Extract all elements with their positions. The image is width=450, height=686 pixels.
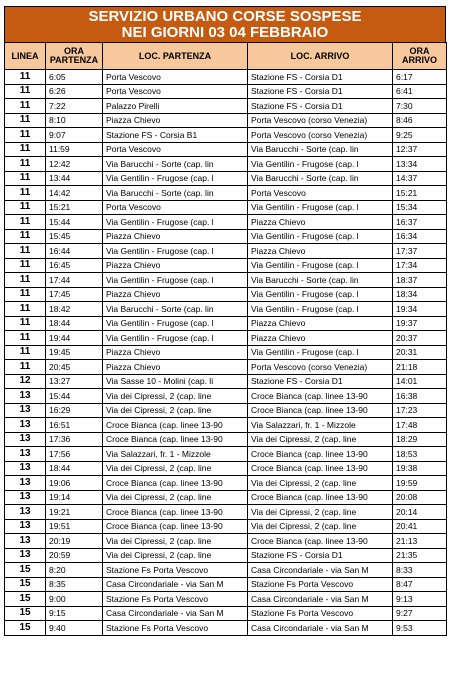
- cell-linea: 13: [5, 447, 46, 462]
- cell-loc-arrivo: Porta Vescovo (corso Venezia): [248, 128, 393, 143]
- cell-loc-partenza: Croce Bianca (cap. linee 13-90: [103, 505, 248, 520]
- cell-loc-partenza: Porta Vescovo: [103, 142, 248, 157]
- cell-loc-arrivo: Croce Bianca (cap. linee 13-90: [248, 461, 393, 476]
- cell-loc-arrivo: Casa Circondariale - via San M: [248, 592, 393, 607]
- cell-linea: 11: [5, 186, 46, 201]
- cell-loc-arrivo: Piazza Chievo: [248, 331, 393, 346]
- cell-ora-partenza: 16:45: [46, 258, 103, 273]
- cell-loc-arrivo: Croce Bianca (cap. linee 13-90: [248, 389, 393, 404]
- cell-loc-partenza: Porta Vescovo: [103, 200, 248, 215]
- table-row: [5, 577, 447, 592]
- table-row: [5, 476, 447, 491]
- cell-linea: 11: [5, 331, 46, 346]
- cell-loc-partenza: Piazza Chievo: [103, 360, 248, 375]
- cell-ora-arrivo: 14:01: [393, 374, 447, 389]
- cell-loc-partenza: Croce Bianca (cap. linee 13-90: [103, 476, 248, 491]
- cell-ora-arrivo: 19:59: [393, 476, 447, 491]
- cell-loc-partenza: Piazza Chievo: [103, 113, 248, 128]
- cell-ora-partenza: 19:06: [46, 476, 103, 491]
- cell-ora-arrivo: 19:34: [393, 302, 447, 317]
- cell-loc-partenza: Porta Vescovo: [103, 84, 248, 99]
- cell-ora-partenza: 17:36: [46, 432, 103, 447]
- header-ora-partenza: [46, 43, 103, 70]
- header-loc-partenza: LOC. PARTENZA: [103, 43, 248, 70]
- cell-ora-partenza: 18:44: [46, 461, 103, 476]
- table-row: [5, 534, 447, 549]
- cell-linea: 11: [5, 287, 46, 302]
- cell-linea: 11: [5, 302, 46, 317]
- cell-linea: 11: [5, 99, 46, 114]
- table-row: [5, 258, 447, 273]
- cell-ora-partenza: 8:20: [46, 563, 103, 578]
- cell-linea: 11: [5, 70, 46, 85]
- cell-ora-partenza: 17:45: [46, 287, 103, 302]
- cell-ora-arrivo: 15:34: [393, 200, 447, 215]
- cell-ora-partenza: 18:44: [46, 316, 103, 331]
- cell-loc-arrivo: Stazione FS - Corsia D1: [248, 99, 393, 114]
- cell-ora-arrivo: 9:53: [393, 621, 447, 636]
- cell-loc-partenza: Stazione Fs Porta Vescovo: [103, 563, 248, 578]
- table-row: [5, 548, 447, 563]
- cell-loc-arrivo: Via Barucchi - Sorte (cap. lin: [248, 171, 393, 186]
- cell-loc-arrivo: Stazione FS - Corsia D1: [248, 70, 393, 85]
- table-row: [5, 563, 447, 578]
- cell-linea: 11: [5, 84, 46, 99]
- cell-ora-partenza: 19:21: [46, 505, 103, 520]
- table-row: [5, 244, 447, 259]
- cell-loc-partenza: Via Salazzari, fr. 1 - Mizzole: [103, 447, 248, 462]
- cell-loc-arrivo: Croce Bianca (cap. linee 13-90: [248, 490, 393, 505]
- cell-ora-partenza: 14:42: [46, 186, 103, 201]
- cell-loc-partenza: Via dei Cipressi, 2 (cap. line: [103, 490, 248, 505]
- cell-ora-partenza: 16:29: [46, 403, 103, 418]
- table-row: [5, 592, 447, 607]
- cell-loc-arrivo: Croce Bianca (cap. linee 13-90: [248, 534, 393, 549]
- cell-ora-arrivo: 18:29: [393, 432, 447, 447]
- table-row: [5, 316, 447, 331]
- cell-ora-arrivo: 18:53: [393, 447, 447, 462]
- table-row: [5, 171, 447, 186]
- cell-ora-arrivo: 20:31: [393, 345, 447, 360]
- table-row: [5, 128, 447, 143]
- cell-loc-arrivo: Porta Vescovo (corso Venezia): [248, 113, 393, 128]
- cell-loc-arrivo: Via Gentilin - Frugose (cap. l: [248, 287, 393, 302]
- cell-ora-partenza: 6:26: [46, 84, 103, 99]
- cell-ora-arrivo: 15:21: [393, 186, 447, 201]
- cell-loc-partenza: Via Gentilin - Frugose (cap. l: [103, 215, 248, 230]
- cell-ora-arrivo: 6:41: [393, 84, 447, 99]
- cell-ora-arrivo: 8:47: [393, 577, 447, 592]
- cell-linea: 12: [5, 374, 46, 389]
- table-row: [5, 519, 447, 534]
- cell-ora-arrivo: 17:23: [393, 403, 447, 418]
- cell-linea: 15: [5, 577, 46, 592]
- table-row: [5, 70, 447, 85]
- cell-loc-partenza: Croce Bianca (cap. linee 13-90: [103, 418, 248, 433]
- cell-ora-partenza: 17:44: [46, 273, 103, 288]
- header-ora-arrivo: [393, 43, 447, 70]
- cell-ora-partenza: 18:42: [46, 302, 103, 317]
- cell-loc-partenza: Porta Vescovo: [103, 70, 248, 85]
- table-row: [5, 113, 447, 128]
- cell-loc-arrivo: Via dei Cipressi, 2 (cap. line: [248, 519, 393, 534]
- cell-linea: 13: [5, 461, 46, 476]
- cell-linea: 11: [5, 113, 46, 128]
- cell-ora-partenza: 16:51: [46, 418, 103, 433]
- cell-ora-arrivo: 13:34: [393, 157, 447, 172]
- cell-loc-arrivo: Porta Vescovo (corso Venezia): [248, 360, 393, 375]
- table-row: [5, 432, 447, 447]
- cell-ora-partenza: 20:19: [46, 534, 103, 549]
- cell-ora-partenza: 12:42: [46, 157, 103, 172]
- cell-ora-partenza: 7:22: [46, 99, 103, 114]
- cell-linea: 11: [5, 360, 46, 375]
- cell-linea: 13: [5, 418, 46, 433]
- cell-loc-partenza: Via dei Cipressi, 2 (cap. line: [103, 403, 248, 418]
- table-body: [5, 70, 447, 636]
- cell-ora-arrivo: 6:17: [393, 70, 447, 85]
- header-ora-arrivo-line2: ARRIVO: [401, 55, 437, 65]
- cell-linea: 13: [5, 519, 46, 534]
- cell-loc-arrivo: Stazione Fs Porta Vescovo: [248, 577, 393, 592]
- cell-ora-arrivo: 20:08: [393, 490, 447, 505]
- cell-linea: 13: [5, 548, 46, 563]
- cell-linea: 13: [5, 389, 46, 404]
- cell-ora-partenza: 9:40: [46, 621, 103, 636]
- cell-ora-arrivo: 20:37: [393, 331, 447, 346]
- cell-loc-arrivo: Via dei Cipressi, 2 (cap. line: [248, 476, 393, 491]
- cell-ora-partenza: 11:59: [46, 142, 103, 157]
- table-row: [5, 403, 447, 418]
- cell-linea: 15: [5, 592, 46, 607]
- cell-loc-arrivo: Via Barucchi - Sorte (cap. lin: [248, 273, 393, 288]
- cell-loc-arrivo: Stazione Fs Porta Vescovo: [248, 606, 393, 621]
- cell-ora-partenza: 15:44: [46, 215, 103, 230]
- cell-loc-arrivo: Piazza Chievo: [248, 215, 393, 230]
- cell-linea: 11: [5, 229, 46, 244]
- header-loc-arrivo: LOC. ARRIVO: [248, 43, 393, 70]
- header-ora-arrivo-line1: ORA: [409, 46, 430, 56]
- cell-ora-arrivo: 8:33: [393, 563, 447, 578]
- cell-loc-partenza: Casa Circondariale - via San M: [103, 606, 248, 621]
- header-ora-partenza-line2: PARTENZA: [49, 55, 99, 65]
- cell-loc-arrivo: Stazione FS - Corsia D1: [248, 548, 393, 563]
- cell-linea: 13: [5, 432, 46, 447]
- cell-ora-arrivo: 17:37: [393, 244, 447, 259]
- cell-ora-arrivo: 9:25: [393, 128, 447, 143]
- cell-loc-arrivo: Via dei Cipressi, 2 (cap. line: [248, 505, 393, 520]
- header-linea: LINEA: [5, 43, 46, 70]
- cell-ora-partenza: 19:14: [46, 490, 103, 505]
- cell-ora-arrivo: 18:37: [393, 273, 447, 288]
- cell-ora-arrivo: 21:35: [393, 548, 447, 563]
- cell-linea: 11: [5, 244, 46, 259]
- cell-linea: 15: [5, 621, 46, 636]
- title-line-2: NEI GIORNI 03 04 FEBBRAIO: [121, 24, 329, 41]
- header-ora-partenza-line1: ORA: [64, 46, 84, 56]
- cell-loc-arrivo: Via Gentilin - Frugose (cap. l: [248, 302, 393, 317]
- table-row: [5, 345, 447, 360]
- cell-loc-partenza: Via Gentilin - Frugose (cap. l: [103, 273, 248, 288]
- cell-loc-arrivo: Via Gentilin - Frugose (cap. l: [248, 229, 393, 244]
- cell-loc-partenza: Palazzo Pirelli: [103, 99, 248, 114]
- cell-ora-partenza: 8:35: [46, 577, 103, 592]
- cell-ora-arrivo: 21:13: [393, 534, 447, 549]
- table-row: [5, 360, 447, 375]
- cell-linea: 15: [5, 563, 46, 578]
- cell-loc-arrivo: Via Salazzari, fr. 1 - Mizzole: [248, 418, 393, 433]
- cell-loc-arrivo: Porta Vescovo: [248, 186, 393, 201]
- cell-ora-arrivo: 19:37: [393, 316, 447, 331]
- cell-loc-arrivo: Piazza Chievo: [248, 316, 393, 331]
- cell-loc-partenza: Via Gentilin - Frugose (cap. l: [103, 244, 248, 259]
- cell-linea: 15: [5, 606, 46, 621]
- title-line-1: SERVIZIO URBANO CORSE SOSPESE: [88, 8, 362, 25]
- table-row: [5, 157, 447, 172]
- table-row: [5, 418, 447, 433]
- cell-ora-partenza: 16:44: [46, 244, 103, 259]
- cell-loc-arrivo: Via dei Cipressi, 2 (cap. line: [248, 432, 393, 447]
- cell-loc-arrivo: Croce Bianca (cap. linee 13-90: [248, 403, 393, 418]
- cell-linea: 11: [5, 258, 46, 273]
- table-row: [5, 389, 447, 404]
- cell-ora-partenza: 20:59: [46, 548, 103, 563]
- cell-loc-partenza: Via Gentilin - Frugose (cap. l: [103, 331, 248, 346]
- cell-ora-partenza: 15:45: [46, 229, 103, 244]
- cell-ora-partenza: 9:15: [46, 606, 103, 621]
- cell-loc-partenza: Via dei Cipressi, 2 (cap. line: [103, 461, 248, 476]
- cell-loc-arrivo: Piazza Chievo: [248, 244, 393, 259]
- cell-loc-arrivo: Via Gentilin - Frugose (cap. l: [248, 200, 393, 215]
- cell-ora-arrivo: 17:34: [393, 258, 447, 273]
- cell-loc-partenza: Piazza Chievo: [103, 345, 248, 360]
- cell-ora-partenza: 20:45: [46, 360, 103, 375]
- table-row: [5, 505, 447, 520]
- cell-loc-partenza: Stazione Fs Porta Vescovo: [103, 621, 248, 636]
- cell-loc-partenza: Via Barucchi - Sorte (cap. lin: [103, 157, 248, 172]
- cell-ora-partenza: 6:05: [46, 70, 103, 85]
- table-row: [5, 461, 447, 476]
- cell-loc-arrivo: Stazione FS - Corsia D1: [248, 374, 393, 389]
- cell-linea: 11: [5, 273, 46, 288]
- cell-ora-arrivo: 8:46: [393, 113, 447, 128]
- cell-ora-arrivo: 7:30: [393, 99, 447, 114]
- cell-ora-arrivo: 16:37: [393, 215, 447, 230]
- cell-loc-arrivo: Croce Bianca (cap. linee 13-90: [248, 447, 393, 462]
- cell-ora-partenza: 9:07: [46, 128, 103, 143]
- table-row: [5, 84, 447, 99]
- cell-linea: 13: [5, 490, 46, 505]
- cell-ora-partenza: 13:27: [46, 374, 103, 389]
- cell-loc-partenza: Via Barucchi - Sorte (cap. lin: [103, 302, 248, 317]
- table-row: [5, 200, 447, 215]
- table-row: [5, 374, 447, 389]
- cell-linea: 11: [5, 200, 46, 215]
- cell-ora-arrivo: 17:48: [393, 418, 447, 433]
- cell-loc-partenza: Piazza Chievo: [103, 287, 248, 302]
- cell-linea: 13: [5, 505, 46, 520]
- cell-loc-arrivo: Via Barucchi - Sorte (cap. lin: [248, 142, 393, 157]
- cell-ora-partenza: 19:51: [46, 519, 103, 534]
- cell-linea: 11: [5, 157, 46, 172]
- schedule-sheet: [4, 6, 446, 636]
- cell-ora-arrivo: 9:27: [393, 606, 447, 621]
- cell-linea: 13: [5, 403, 46, 418]
- cell-ora-arrivo: 20:41: [393, 519, 447, 534]
- cell-loc-partenza: Piazza Chievo: [103, 229, 248, 244]
- cell-loc-partenza: Stazione FS - Corsia B1: [103, 128, 248, 143]
- table-row: [5, 490, 447, 505]
- cell-loc-partenza: Piazza Chievo: [103, 258, 248, 273]
- cell-ora-partenza: 17:56: [46, 447, 103, 462]
- table-header: [5, 43, 447, 70]
- cell-ora-arrivo: 9:13: [393, 592, 447, 607]
- cell-ora-arrivo: 20:14: [393, 505, 447, 520]
- cell-loc-partenza: Croce Bianca (cap. linee 13-90: [103, 519, 248, 534]
- table-row: [5, 99, 447, 114]
- cell-linea: 13: [5, 534, 46, 549]
- cell-ora-arrivo: 14:37: [393, 171, 447, 186]
- page-title: [4, 6, 446, 42]
- cell-linea: 11: [5, 171, 46, 186]
- table-row: [5, 331, 447, 346]
- cell-ora-arrivo: 19:38: [393, 461, 447, 476]
- cell-ora-arrivo: 12:37: [393, 142, 447, 157]
- cell-ora-partenza: 15:44: [46, 389, 103, 404]
- cell-loc-arrivo: Casa Circondariale - via San M: [248, 563, 393, 578]
- cell-ora-partenza: 13:44: [46, 171, 103, 186]
- cell-loc-partenza: Via Barucchi - Sorte (cap. lin: [103, 186, 248, 201]
- cell-loc-partenza: Via Gentilin - Frugose (cap. l: [103, 171, 248, 186]
- cell-loc-arrivo: Via Gentilin - Frugose (cap. l: [248, 258, 393, 273]
- table-row: [5, 606, 447, 621]
- cell-linea: 11: [5, 128, 46, 143]
- cell-loc-arrivo: Casa Circondariale - via San M: [248, 621, 393, 636]
- table-row: [5, 302, 447, 317]
- cell-linea: 13: [5, 476, 46, 491]
- cell-ora-arrivo: 18:34: [393, 287, 447, 302]
- table-row: [5, 215, 447, 230]
- cell-loc-partenza: Stazione Fs Porta Vescovo: [103, 592, 248, 607]
- cell-loc-arrivo: Via Gentilin - Frugose (cap. l: [248, 345, 393, 360]
- cell-loc-arrivo: Stazione FS - Corsia D1: [248, 84, 393, 99]
- table-row: [5, 621, 447, 636]
- cell-loc-partenza: Via dei Cipressi, 2 (cap. line: [103, 548, 248, 563]
- cell-linea: 11: [5, 345, 46, 360]
- cell-loc-partenza: Casa Circondariale - via San M: [103, 577, 248, 592]
- table-row: [5, 273, 447, 288]
- schedule-table: [4, 42, 447, 636]
- cell-ora-partenza: 8:10: [46, 113, 103, 128]
- table-row: [5, 186, 447, 201]
- cell-ora-partenza: 15:21: [46, 200, 103, 215]
- table-row: [5, 142, 447, 157]
- cell-loc-arrivo: Via Gentilin - Frugose (cap. l: [248, 157, 393, 172]
- cell-ora-arrivo: 16:38: [393, 389, 447, 404]
- cell-linea: 11: [5, 215, 46, 230]
- cell-loc-partenza: Croce Bianca (cap. linee 13-90: [103, 432, 248, 447]
- cell-loc-partenza: Via Sasse 10 - Molini (cap. li: [103, 374, 248, 389]
- cell-linea: 11: [5, 316, 46, 331]
- cell-ora-partenza: 9:00: [46, 592, 103, 607]
- table-row: [5, 447, 447, 462]
- table-row: [5, 229, 447, 244]
- cell-ora-arrivo: 16:34: [393, 229, 447, 244]
- cell-loc-partenza: Via dei Cipressi, 2 (cap. line: [103, 389, 248, 404]
- cell-ora-partenza: 19:44: [46, 331, 103, 346]
- cell-linea: 11: [5, 142, 46, 157]
- cell-loc-partenza: Via Gentilin - Frugose (cap. l: [103, 316, 248, 331]
- cell-ora-arrivo: 21:18: [393, 360, 447, 375]
- cell-loc-partenza: Via dei Cipressi, 2 (cap. line: [103, 534, 248, 549]
- cell-ora-partenza: 19:45: [46, 345, 103, 360]
- table-row: [5, 287, 447, 302]
